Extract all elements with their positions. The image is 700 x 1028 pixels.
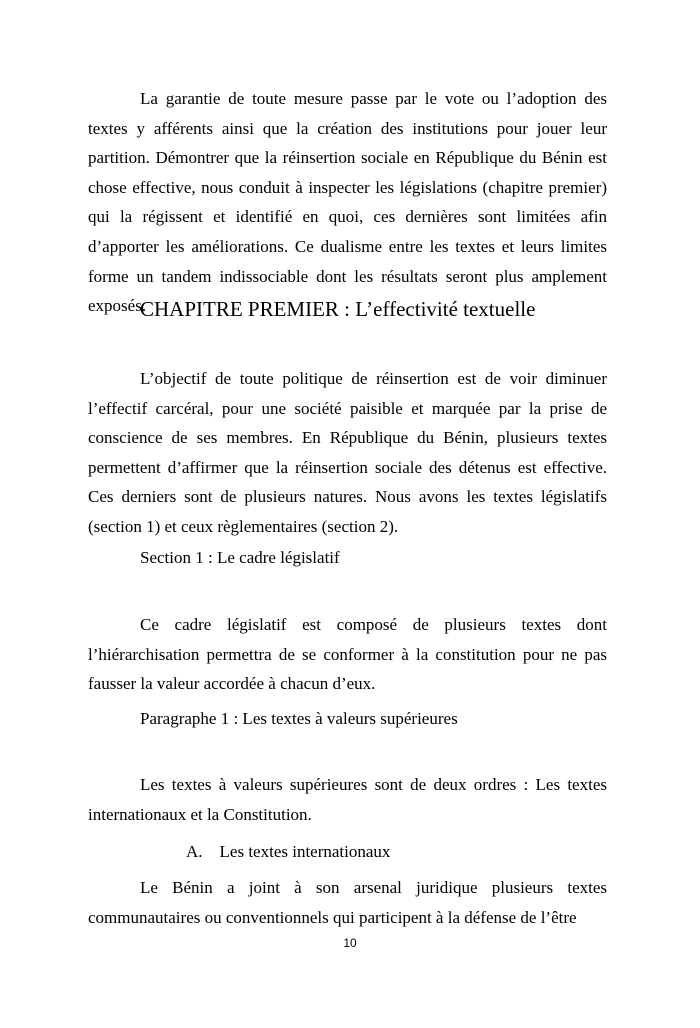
page-number: 10 (343, 936, 357, 950)
section-title: Section 1 : Le cadre législatif (140, 548, 340, 567)
chapter-title: CHAPITRE PREMIER : L’effectivité textuelle (140, 297, 536, 321)
chapter-intro-paragraph: L’objectif de toute politique de réinsertion est de voir diminuer l’effectif carcéral, pour une société paisible et marquée par la prise de conscience de ses membres. En République du Bénin, plusieurs textes permettent d’affirmer que la réinsertion sociale des détenus est effective. Ces derniers sont de plusieurs natures. Nous avons les textes législatifs (section 1) et ceux règlementaires (section 2). (88, 369, 607, 536)
section-intro-paragraph: Ce cadre législatif est composé de plusieurs textes dont l’hiérarchisation permettra de se conformer à la constitution pour ne pas fausser la valeur accordée à chacun d’eux. (88, 615, 607, 694)
intro-paragraph: La garantie de toute mesure passe par le vote ou l’adoption des textes y afférents ainsi que la création des institutions pour jouer leur partition. Démontrer que la réinsertion sociale en République du Bénin est chose effective, nous conduit à inspecter les législations (chapitre premier) qui la régissent et identifié en quoi, ces dernières sont limitées afin d’apporter les améliorations. Ce dualisme entre les textes et leurs limites forme un tandem indissociable dont les résultats seront plus amplement exposés. (88, 89, 607, 316)
paragraph-intro-paragraph: Les textes à valeurs supérieures sont de deux ordres : Les textes internationaux et la Constitution. (88, 775, 607, 824)
subsection-title: A. Les textes internationaux (186, 842, 391, 861)
paragraph-title: Paragraphe 1 : Les textes à valeurs supérieures (140, 709, 458, 728)
subsection-intro-paragraph: Le Bénin a joint à son arsenal juridique plusieurs textes communautaires ou conventionnels qui participent à la défense de l’être (88, 878, 607, 927)
